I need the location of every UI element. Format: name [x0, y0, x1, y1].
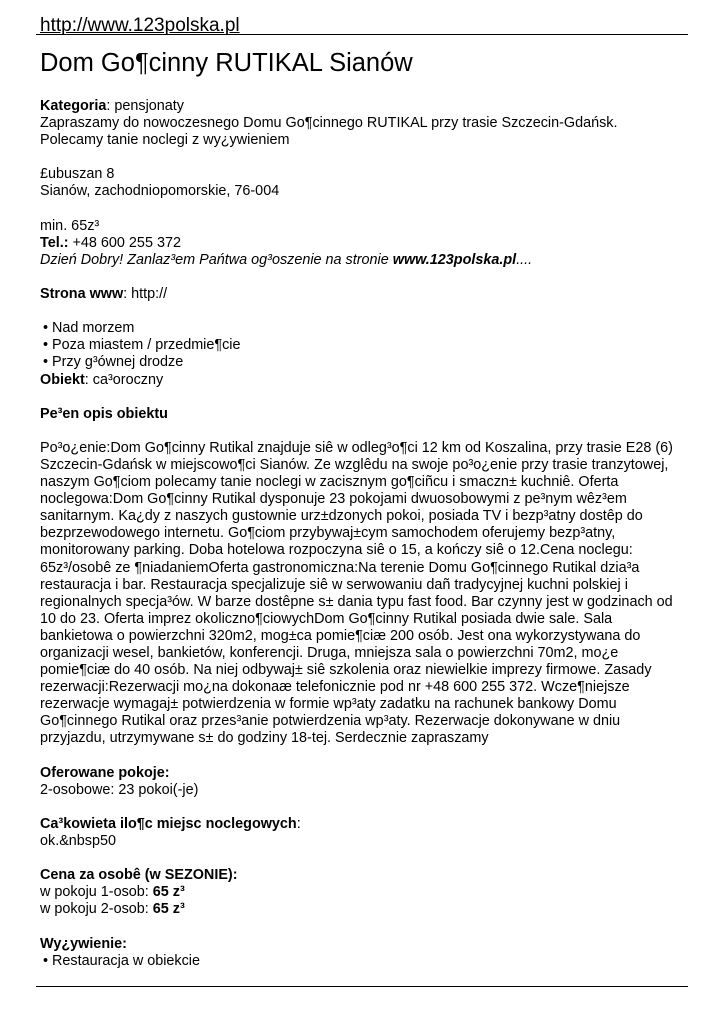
description-line: przyjazdu, utrzymywane s± do godziny 18-tej. Serdecznie zapraszamy	[40, 730, 489, 747]
description-line: organizacji wesel, bankietów, konferencji. Druga, mniejsza sala o powierzchni 70m2, mo¿e	[40, 645, 619, 661]
season-price-value: 65 z³	[152, 901, 185, 918]
object-value: : ca³oroczny	[84, 371, 164, 388]
tel-label: Tel.:	[40, 234, 69, 251]
feature-item: • Przy g³ównej drodze	[43, 354, 184, 371]
beds-value: ok.&nbsp50	[40, 833, 117, 850]
feature-item: • Nad morzem	[43, 320, 135, 337]
season-price-label: w pokoju 2-osob:	[40, 901, 153, 918]
description-line: monitorowany parking. Doba hotelowa rozpoczyna siê o 15, a kończy siê o 12.Cena noclegu:	[40, 542, 633, 559]
description-line: bankietowa o powierzchni 320m2, mog±ca pomie¶ciæ 200 osób. Jest ona wykorzystywana do	[40, 627, 641, 644]
description-line: Szczecin-Gdańsk w miejscowo¶ci Sianów. Ze wzglêdu na swoje po³o¿enie przy trasie tranzytowej,	[40, 456, 669, 473]
description-line: pomie¶ciæ do 40 osób. Na niej odbywaj± siê szkolenia oraz niewielkie imprezy firmowe. Zasady	[40, 662, 652, 679]
season-price-heading: Cena za osobê (w SEZONIE):	[40, 867, 238, 884]
intro-line-2: Polecamy tanie noclegi z wy¿ywieniem	[40, 132, 290, 149]
description-line: noclegowa:Dom Go¶cinny Rutikal dysponuje 23 pokojami dwuosobowymi z pe³nym wêz³em	[40, 491, 627, 508]
category-label: Kategoria	[40, 98, 107, 114]
price-min: min. 65z³	[40, 217, 100, 234]
rooms-value: 2-osobowe: 23 pokoi(-je)	[40, 781, 199, 798]
description-line: Go¶cinnego Rutikal oraz przes³anie potwierdzenia wp³aty. Rezerwacje dokonywane w dniu	[40, 713, 621, 730]
season-price-row-2	[40, 901, 690, 918]
description-line: regionalnych specja³ów. W barze dostêpne s± dania typu fast food. Bar czynny jest w godzinach od	[40, 593, 673, 610]
website-line	[40, 286, 690, 303]
beds-heading: Ca³kowieta ilo¶c miejsc noclegowych	[40, 815, 297, 832]
category-value: : pensjonaty	[106, 98, 184, 114]
header-divider	[36, 34, 688, 35]
intro-line-1: Zapraszamy do nowoczesnego Domu Go¶cinnego RUTIKAL przy trasie Szczecin-Gdańsk.	[40, 115, 618, 132]
description-line: rezerwacje wymagaj± potwierdzenia w formie wp³aty zadatku na rachunek bankowy Domu	[40, 696, 617, 713]
object-line	[40, 372, 690, 389]
notice-text: Dzień Dobry! Zanlaz³em Pańtwa og³oszenie na stronie	[40, 251, 393, 268]
rooms-heading: Oferowane pokoje:	[40, 764, 170, 781]
full-description	[40, 440, 690, 748]
season-price-row-1	[40, 884, 690, 901]
address-street: £ubuszan 8	[40, 166, 115, 183]
description-line: rezerwacji:Rezerwacji mo¿na dokonaæ telefonicznie pod nr +48 600 255 372. Wcze¶niejsze	[40, 679, 630, 696]
website-value[interactable]: : http://	[123, 286, 168, 303]
tel-value: +48 600 255 372	[68, 234, 181, 251]
full-description-heading: Pe³en opis obiektu	[40, 405, 168, 422]
notice-site[interactable]: www.123polska.pl	[392, 251, 517, 268]
notice-line	[40, 252, 690, 269]
object-label: Obiekt	[40, 371, 85, 388]
page-title: Dom Go¶cinny RUTIKAL Sianów	[40, 49, 413, 77]
meals-heading: Wy¿ywienie:	[40, 935, 127, 952]
meals-item: • Restauracja w obiekcie	[43, 952, 201, 969]
season-price-label: w pokoju 1-osob:	[40, 884, 153, 901]
address-city: Sianów, zachodniopomorskie, 76-004	[40, 183, 280, 200]
description-line: 65z³/osobê ze ¶niadaniemOferta gastronomiczna:Na terenie Domu Go¶cinnego Rutikal dzia³a	[40, 559, 640, 576]
footer-divider	[36, 986, 688, 987]
description-line: bezprzewodowego internetu. Go¶ciom przybywaj±cym samochodem oferujemy bezp³atny,	[40, 525, 616, 542]
description-line: 10 do 23. Oferta imprez okoliczno¶ciowychDom Go¶cinny Rutikal posiada dwie sale. Sala	[40, 610, 613, 627]
description-line: Po³o¿enie:Dom Go¶cinny Rutikal znajduje siê w odleg³o¶ci 12 km od Koszalina, przy trasie E28 (6)	[40, 439, 673, 456]
description-line: naszym Go¶ciom polecamy tanie noclegi w zacisznym go¶ciñcu i smaczn± kuchniê. Oferta	[40, 474, 619, 491]
description-line: sanitarnym. Ka¿dy z naszych gustownie urz±dzonych pokoi, posiada TV i bezp³atny dostêp do	[40, 508, 643, 525]
website-label: Strona www	[40, 286, 124, 303]
beds-line	[40, 816, 690, 833]
feature-item: • Poza miastem / przedmie¶cie	[43, 337, 241, 354]
category-line	[40, 98, 690, 115]
listing-content	[40, 98, 690, 970]
beds-colon: :	[296, 815, 301, 832]
description-line: restauracja i bar. Restauracja specjalizuje siê w serwowaniu dañ tradycyjnej kuchni polskiej i	[40, 576, 628, 593]
header-url-link[interactable]: http://www.123polska.pl	[40, 15, 240, 36]
season-price-value: 65 z³	[152, 884, 185, 901]
notice-ellipsis: ....	[516, 251, 533, 268]
tel-line	[40, 235, 690, 252]
